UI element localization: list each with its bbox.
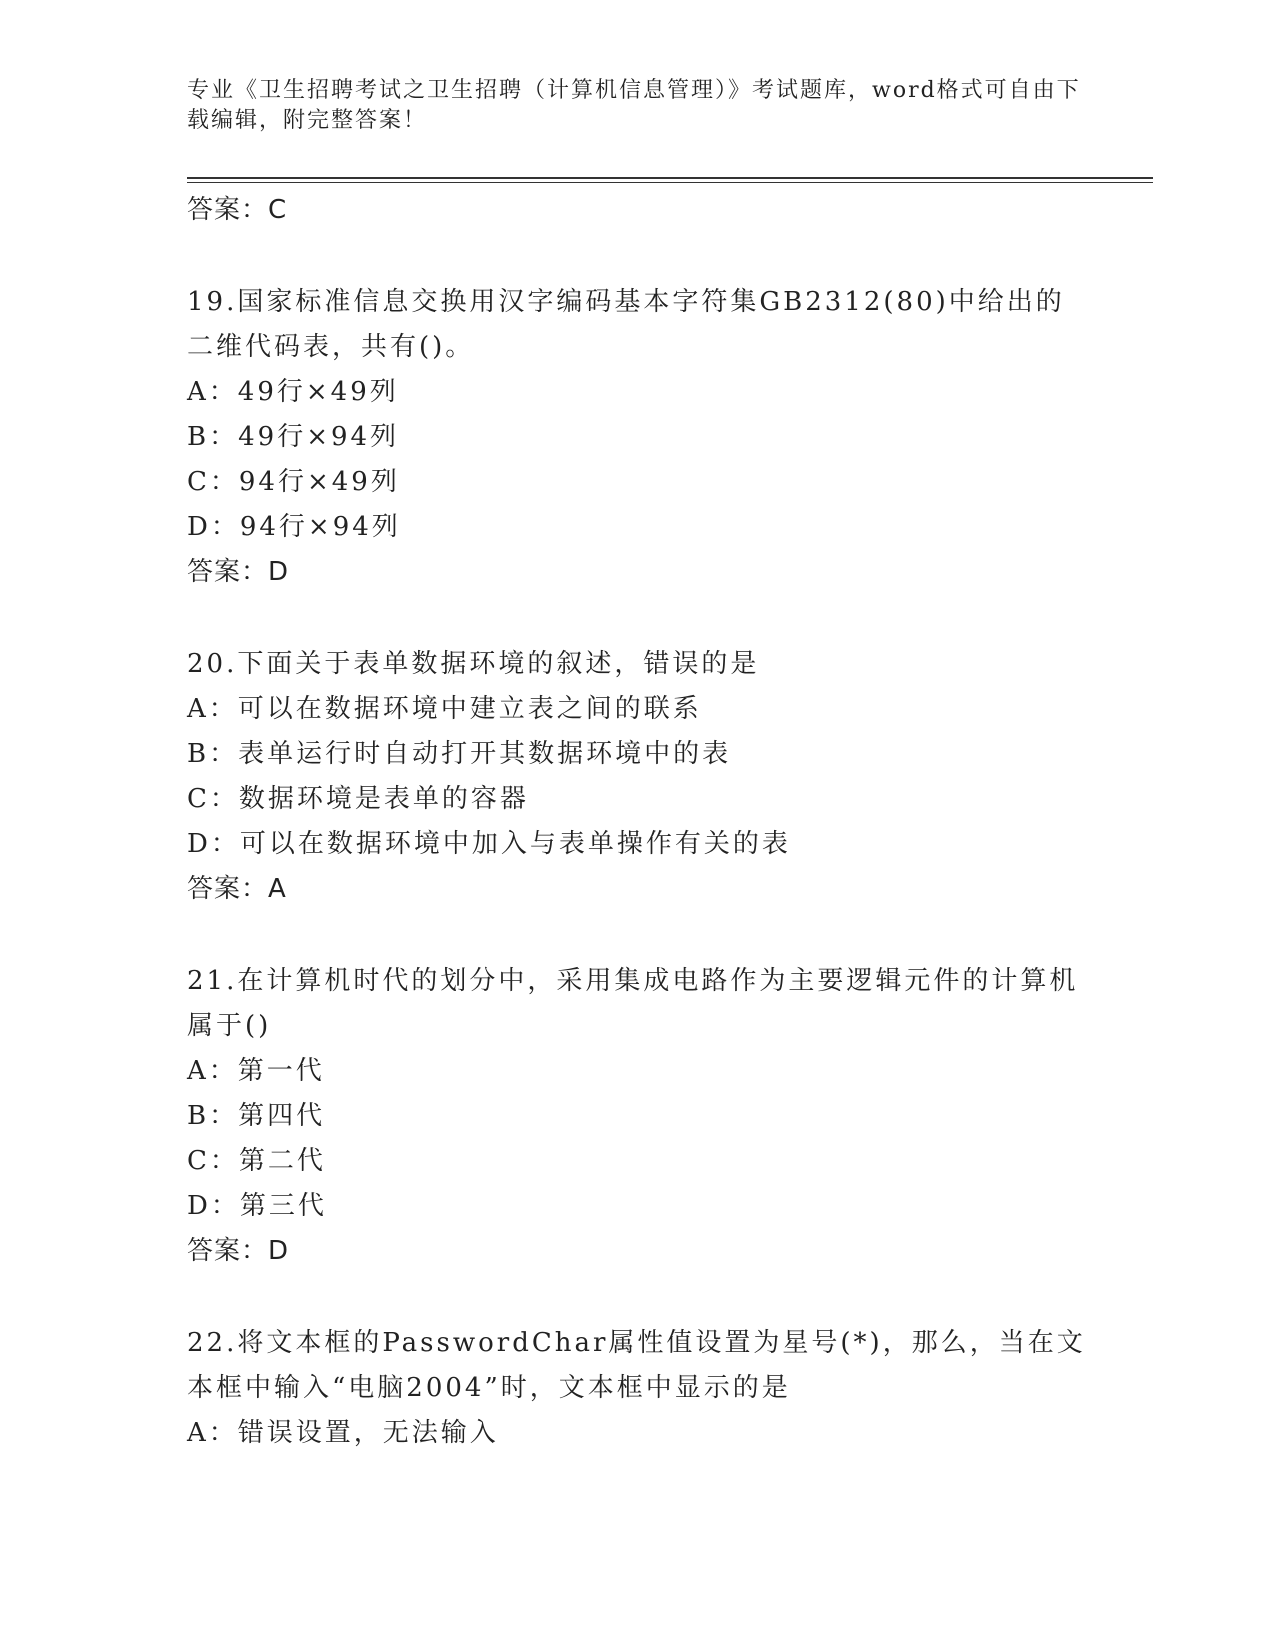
answer-line: 答案：D — [187, 557, 290, 587]
question-block — [187, 642, 1087, 911]
option-b: B：第四代 — [187, 1101, 326, 1131]
option-a: A：可以在数据环境中建立表之间的联系 — [187, 694, 702, 724]
question-text: 20.下面关于表单数据环境的叙述，错误的是 — [187, 649, 760, 679]
document-header: 专业《卫生招聘考试之卫生招聘（计算机信息管理）》考试题库，word格式可自由下载编辑，附完整答案！ — [187, 78, 1081, 133]
header-divider-thick — [187, 177, 1153, 179]
option-d: D：可以在数据环境中加入与表单操作有关的表 — [187, 829, 791, 859]
answer-line: 答案：C — [187, 195, 288, 225]
question-text: 22.将文本框的PasswordChar属性值设置为星号(*)，那么，当在文本框中输入“电脑2004”时，文本框中显示的是 — [187, 1328, 1086, 1403]
question-text: 19.国家标准信息交换用汉字编码基本字符集GB2312(80)中给出的二维代码表，共有()。 — [187, 287, 1065, 362]
option-d: D：第三代 — [187, 1191, 327, 1221]
question-block — [187, 1321, 1087, 1456]
answer-line: 答案：A — [187, 874, 287, 904]
option-a: A：第一代 — [187, 1056, 325, 1086]
question-block — [187, 280, 1087, 594]
option-b: B：表单运行时自动打开其数据环境中的表 — [187, 739, 732, 769]
answer-line: 答案：D — [187, 1236, 290, 1266]
option-c: C：第二代 — [187, 1146, 326, 1176]
option-d: D：94行×94列 — [187, 512, 401, 542]
question-list — [187, 188, 1087, 1456]
option-c: C：数据环境是表单的容器 — [187, 784, 529, 814]
option-b: B：49行×94列 — [187, 422, 400, 452]
option-c: C：94行×49列 — [187, 467, 400, 497]
question-block — [187, 959, 1087, 1273]
option-a: A：错误设置，无法输入 — [187, 1418, 499, 1448]
header-divider-thin — [187, 182, 1153, 183]
option-a: A：49行×49列 — [187, 377, 399, 407]
question-text: 21.在计算机时代的划分中，采用集成电路作为主要逻辑元件的计算机属于() — [187, 966, 1079, 1041]
